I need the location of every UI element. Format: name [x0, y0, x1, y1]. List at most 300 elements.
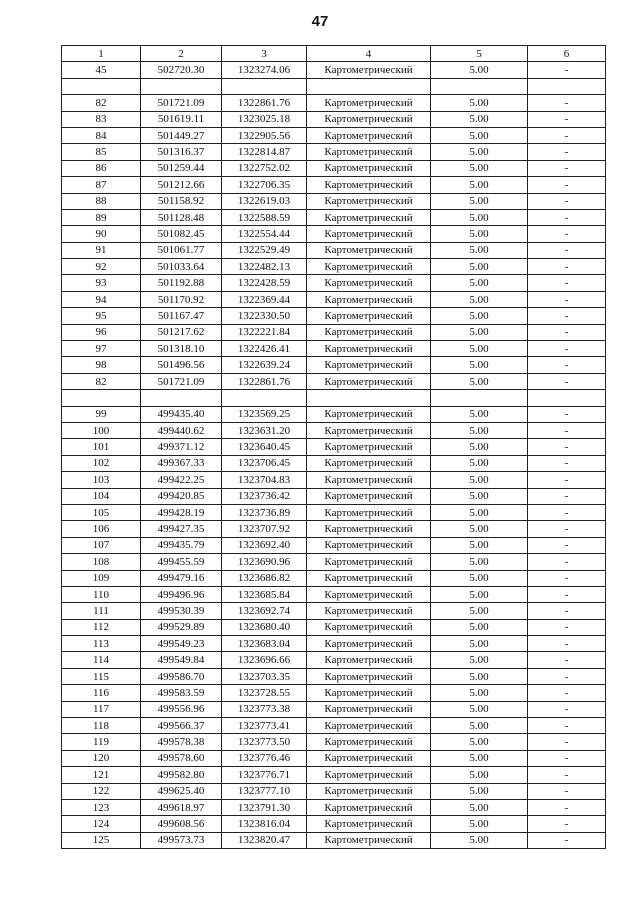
y-coordinate-cell: 1323816.04: [222, 816, 307, 832]
x-coordinate-cell: 499566.37: [141, 718, 222, 734]
x-coordinate-cell: 499573.73: [141, 832, 222, 848]
method-cell: [307, 390, 431, 406]
method-cell: Картометрический: [307, 783, 431, 799]
accuracy-cell: 5.00: [431, 373, 528, 389]
note-cell: -: [528, 373, 606, 389]
table-row: [62, 668, 606, 684]
table-row: [62, 636, 606, 652]
x-coordinate-cell: 499427.35: [141, 521, 222, 537]
y-coordinate-cell: 1323683.04: [222, 636, 307, 652]
accuracy-cell: 5.00: [431, 570, 528, 586]
table-row: [62, 390, 606, 406]
x-coordinate-cell: 499530.39: [141, 603, 222, 619]
x-coordinate-cell: 499586.70: [141, 668, 222, 684]
x-coordinate-cell: 502720.30: [141, 62, 222, 78]
y-coordinate-cell: 1322428.59: [222, 275, 307, 291]
y-coordinate-cell: 1323274.06: [222, 62, 307, 78]
method-cell: Картометрический: [307, 586, 431, 602]
note-cell: -: [528, 718, 606, 734]
method-cell: Картометрический: [307, 291, 431, 307]
table-row: [62, 144, 606, 160]
table-row: [62, 78, 606, 94]
y-coordinate-cell: 1323776.46: [222, 750, 307, 766]
column-header: 4: [307, 46, 431, 62]
note-cell: -: [528, 259, 606, 275]
note-cell: -: [528, 652, 606, 668]
method-cell: Картометрический: [307, 603, 431, 619]
y-coordinate-cell: 1323776.71: [222, 767, 307, 783]
table-row: [62, 242, 606, 258]
point-number-cell: 88: [62, 193, 141, 209]
x-coordinate-cell: 499455.59: [141, 554, 222, 570]
point-number-cell: 124: [62, 816, 141, 832]
y-coordinate-cell: 1322639.24: [222, 357, 307, 373]
point-number-cell: 106: [62, 521, 141, 537]
note-cell: -: [528, 308, 606, 324]
y-coordinate-cell: 1322529.49: [222, 242, 307, 258]
method-cell: Картометрический: [307, 734, 431, 750]
x-coordinate-cell: 499420.85: [141, 488, 222, 504]
point-number-cell: 119: [62, 734, 141, 750]
note-cell: -: [528, 504, 606, 520]
table-row: [62, 701, 606, 717]
method-cell: Картометрический: [307, 472, 431, 488]
x-coordinate-cell: 501316.37: [141, 144, 222, 160]
note-cell: -: [528, 668, 606, 684]
y-coordinate-cell: 1323692.74: [222, 603, 307, 619]
method-cell: Картометрический: [307, 160, 431, 176]
point-number-cell: 96: [62, 324, 141, 340]
y-coordinate-cell: 1323777.10: [222, 783, 307, 799]
table-row: [62, 226, 606, 242]
method-cell: Картометрический: [307, 144, 431, 160]
x-coordinate-cell: 499422.25: [141, 472, 222, 488]
accuracy-cell: 5.00: [431, 718, 528, 734]
accuracy-cell: 5.00: [431, 554, 528, 570]
method-cell: Картометрический: [307, 488, 431, 504]
accuracy-cell: 5.00: [431, 734, 528, 750]
note-cell: -: [528, 324, 606, 340]
accuracy-cell: 5.00: [431, 537, 528, 553]
point-number-cell: 86: [62, 160, 141, 176]
y-coordinate-cell: 1322752.02: [222, 160, 307, 176]
accuracy-cell: 5.00: [431, 62, 528, 78]
method-cell: Картометрический: [307, 111, 431, 127]
note-cell: -: [528, 521, 606, 537]
table-row: [62, 324, 606, 340]
point-number-cell: 82: [62, 373, 141, 389]
method-cell: Картометрический: [307, 177, 431, 193]
method-cell: Картометрический: [307, 767, 431, 783]
table-row: [62, 718, 606, 734]
point-number-cell: 98: [62, 357, 141, 373]
accuracy-cell: [431, 390, 528, 406]
point-number-cell: 97: [62, 341, 141, 357]
note-cell: -: [528, 177, 606, 193]
column-header: 6: [528, 46, 606, 62]
x-coordinate-cell: 501259.44: [141, 160, 222, 176]
accuracy-cell: 5.00: [431, 193, 528, 209]
method-cell: Картометрический: [307, 816, 431, 832]
note-cell: -: [528, 783, 606, 799]
x-coordinate-cell: 501033.64: [141, 259, 222, 275]
note-cell: -: [528, 586, 606, 602]
x-coordinate-cell: 501170.92: [141, 291, 222, 307]
column-header: 5: [431, 46, 528, 62]
method-cell: Картометрический: [307, 685, 431, 701]
x-coordinate-cell: 501721.09: [141, 373, 222, 389]
accuracy-cell: 5.00: [431, 275, 528, 291]
accuracy-cell: 5.00: [431, 111, 528, 127]
y-coordinate-cell: 1323569.25: [222, 406, 307, 422]
x-coordinate-cell: 499618.97: [141, 799, 222, 815]
y-coordinate-cell: 1323773.41: [222, 718, 307, 734]
y-coordinate-cell: 1322221.84: [222, 324, 307, 340]
table-body: [62, 62, 606, 849]
method-cell: [307, 78, 431, 94]
point-number-cell: 82: [62, 95, 141, 111]
column-header: 2: [141, 46, 222, 62]
method-cell: Картометрический: [307, 636, 431, 652]
method-cell: Картометрический: [307, 308, 431, 324]
y-coordinate-cell: [222, 78, 307, 94]
table-row: [62, 619, 606, 635]
table-row: [62, 734, 606, 750]
table-row: [62, 62, 606, 78]
point-number-cell: 100: [62, 422, 141, 438]
x-coordinate-cell: 501721.09: [141, 95, 222, 111]
y-coordinate-cell: 1323736.42: [222, 488, 307, 504]
note-cell: -: [528, 734, 606, 750]
x-coordinate-cell: 501496.56: [141, 357, 222, 373]
page-number: 47: [311, 13, 329, 30]
note-cell: -: [528, 275, 606, 291]
note-cell: -: [528, 832, 606, 848]
accuracy-cell: 5.00: [431, 701, 528, 717]
y-coordinate-cell: 1322482.13: [222, 259, 307, 275]
point-number-cell: 120: [62, 750, 141, 766]
point-number-cell: 109: [62, 570, 141, 586]
point-number-cell: 103: [62, 472, 141, 488]
point-number-cell: 110: [62, 586, 141, 602]
accuracy-cell: 5.00: [431, 603, 528, 619]
note-cell: -: [528, 95, 606, 111]
note-cell: -: [528, 472, 606, 488]
point-number-cell: 94: [62, 291, 141, 307]
x-coordinate-cell: 501318.10: [141, 341, 222, 357]
point-number-cell: 113: [62, 636, 141, 652]
accuracy-cell: 5.00: [431, 439, 528, 455]
method-cell: Картометрический: [307, 701, 431, 717]
y-coordinate-cell: 1322554.44: [222, 226, 307, 242]
table-row: [62, 259, 606, 275]
table-header-row: [62, 46, 606, 62]
method-cell: Картометрический: [307, 570, 431, 586]
note-cell: -: [528, 619, 606, 635]
table-row: [62, 488, 606, 504]
table-row: [62, 209, 606, 225]
table-row: [62, 422, 606, 438]
x-coordinate-cell: 499371.12: [141, 439, 222, 455]
table-row: [62, 455, 606, 471]
table-row: [62, 177, 606, 193]
accuracy-cell: 5.00: [431, 242, 528, 258]
accuracy-cell: 5.00: [431, 324, 528, 340]
y-coordinate-cell: 1323025.18: [222, 111, 307, 127]
accuracy-cell: [431, 78, 528, 94]
method-cell: Картометрический: [307, 504, 431, 520]
y-coordinate-cell: 1322861.76: [222, 95, 307, 111]
point-number-cell: 116: [62, 685, 141, 701]
y-coordinate-cell: 1323728.55: [222, 685, 307, 701]
y-coordinate-cell: 1323703.35: [222, 668, 307, 684]
note-cell: -: [528, 455, 606, 471]
table-row: [62, 570, 606, 586]
point-number-cell: [62, 78, 141, 94]
note-cell: -: [528, 111, 606, 127]
method-cell: Картометрический: [307, 668, 431, 684]
point-number-cell: 115: [62, 668, 141, 684]
x-coordinate-cell: 501128.48: [141, 209, 222, 225]
accuracy-cell: 5.00: [431, 767, 528, 783]
accuracy-cell: 5.00: [431, 177, 528, 193]
accuracy-cell: 5.00: [431, 209, 528, 225]
table-row: [62, 472, 606, 488]
note-cell: -: [528, 242, 606, 258]
y-coordinate-cell: 1323820.47: [222, 832, 307, 848]
x-coordinate-cell: 499440.62: [141, 422, 222, 438]
method-cell: Картометрический: [307, 357, 431, 373]
column-header: 3: [222, 46, 307, 62]
method-cell: Картометрический: [307, 537, 431, 553]
table-row: [62, 160, 606, 176]
note-cell: -: [528, 537, 606, 553]
method-cell: Картометрический: [307, 799, 431, 815]
table-row: [62, 111, 606, 127]
accuracy-cell: 5.00: [431, 406, 528, 422]
accuracy-cell: 5.00: [431, 799, 528, 815]
accuracy-cell: 5.00: [431, 144, 528, 160]
table-row: [62, 652, 606, 668]
accuracy-cell: 5.00: [431, 586, 528, 602]
method-cell: Картометрический: [307, 521, 431, 537]
y-coordinate-cell: 1323631.20: [222, 422, 307, 438]
x-coordinate-cell: 499549.23: [141, 636, 222, 652]
y-coordinate-cell: 1322588.59: [222, 209, 307, 225]
note-cell: -: [528, 799, 606, 815]
point-number-cell: 91: [62, 242, 141, 258]
accuracy-cell: 5.00: [431, 455, 528, 471]
point-number-cell: 90: [62, 226, 141, 242]
accuracy-cell: 5.00: [431, 652, 528, 668]
note-cell: -: [528, 701, 606, 717]
accuracy-cell: 5.00: [431, 160, 528, 176]
y-coordinate-cell: 1322706.35: [222, 177, 307, 193]
point-number-cell: 84: [62, 127, 141, 143]
x-coordinate-cell: 499435.40: [141, 406, 222, 422]
point-number-cell: 85: [62, 144, 141, 160]
y-coordinate-cell: 1322330.50: [222, 308, 307, 324]
table-row: [62, 832, 606, 848]
table-row: [62, 127, 606, 143]
point-number-cell: 105: [62, 504, 141, 520]
x-coordinate-cell: 501192.88: [141, 275, 222, 291]
y-coordinate-cell: 1323773.38: [222, 701, 307, 717]
table-row: [62, 799, 606, 815]
accuracy-cell: 5.00: [431, 783, 528, 799]
method-cell: Картометрический: [307, 406, 431, 422]
table-row: [62, 554, 606, 570]
point-number-cell: 45: [62, 62, 141, 78]
table-row: [62, 341, 606, 357]
point-number-cell: 104: [62, 488, 141, 504]
y-coordinate-cell: 1323773.50: [222, 734, 307, 750]
point-number-cell: 125: [62, 832, 141, 848]
note-cell: -: [528, 767, 606, 783]
method-cell: Картометрический: [307, 95, 431, 111]
method-cell: Картометрический: [307, 275, 431, 291]
note-cell: -: [528, 488, 606, 504]
y-coordinate-cell: 1323707.92: [222, 521, 307, 537]
x-coordinate-cell: 499428.19: [141, 504, 222, 520]
x-coordinate-cell: 499549.84: [141, 652, 222, 668]
x-coordinate-cell: 501217.62: [141, 324, 222, 340]
point-number-cell: 95: [62, 308, 141, 324]
accuracy-cell: 5.00: [431, 472, 528, 488]
accuracy-cell: 5.00: [431, 636, 528, 652]
x-coordinate-cell: 499578.60: [141, 750, 222, 766]
y-coordinate-cell: 1322426.41: [222, 341, 307, 357]
method-cell: Картометрический: [307, 127, 431, 143]
point-number-cell: 123: [62, 799, 141, 815]
y-coordinate-cell: 1323704.83: [222, 472, 307, 488]
table-row: [62, 537, 606, 553]
y-coordinate-cell: 1323791.30: [222, 799, 307, 815]
note-cell: [528, 78, 606, 94]
note-cell: -: [528, 439, 606, 455]
y-coordinate-cell: 1323640.45: [222, 439, 307, 455]
method-cell: Картометрический: [307, 439, 431, 455]
method-cell: Картометрический: [307, 554, 431, 570]
method-cell: Картометрический: [307, 422, 431, 438]
x-coordinate-cell: 501212.66: [141, 177, 222, 193]
x-coordinate-cell: 499608.56: [141, 816, 222, 832]
method-cell: Картометрический: [307, 62, 431, 78]
method-cell: Картометрический: [307, 750, 431, 766]
table-row: [62, 685, 606, 701]
note-cell: -: [528, 357, 606, 373]
x-coordinate-cell: 499556.96: [141, 701, 222, 717]
x-coordinate-cell: 501082.45: [141, 226, 222, 242]
accuracy-cell: 5.00: [431, 668, 528, 684]
note-cell: -: [528, 554, 606, 570]
point-number-cell: 99: [62, 406, 141, 422]
point-number-cell: 112: [62, 619, 141, 635]
y-coordinate-cell: 1322814.87: [222, 144, 307, 160]
table-row: [62, 373, 606, 389]
note-cell: -: [528, 685, 606, 701]
x-coordinate-cell: 501158.92: [141, 193, 222, 209]
x-coordinate-cell: 499625.40: [141, 783, 222, 799]
y-coordinate-cell: 1323692.40: [222, 537, 307, 553]
x-coordinate-cell: 499529.89: [141, 619, 222, 635]
method-cell: Картометрический: [307, 226, 431, 242]
method-cell: Картометрический: [307, 242, 431, 258]
table-row: [62, 767, 606, 783]
y-coordinate-cell: 1323736.89: [222, 504, 307, 520]
y-coordinate-cell: 1323690.96: [222, 554, 307, 570]
method-cell: Картометрический: [307, 324, 431, 340]
point-number-cell: 87: [62, 177, 141, 193]
accuracy-cell: 5.00: [431, 95, 528, 111]
table-row: [62, 521, 606, 537]
coordinates-table: [61, 45, 606, 849]
note-cell: -: [528, 127, 606, 143]
table-row: [62, 308, 606, 324]
accuracy-cell: 5.00: [431, 750, 528, 766]
table-row: [62, 504, 606, 520]
accuracy-cell: 5.00: [431, 832, 528, 848]
accuracy-cell: 5.00: [431, 226, 528, 242]
x-coordinate-cell: 499479.16: [141, 570, 222, 586]
point-number-cell: 92: [62, 259, 141, 275]
table-row: [62, 586, 606, 602]
accuracy-cell: 5.00: [431, 422, 528, 438]
x-coordinate-cell: 499367.33: [141, 455, 222, 471]
x-coordinate-cell: [141, 78, 222, 94]
note-cell: -: [528, 160, 606, 176]
table-row: [62, 406, 606, 422]
x-coordinate-cell: [141, 390, 222, 406]
method-cell: Картометрический: [307, 341, 431, 357]
accuracy-cell: 5.00: [431, 619, 528, 635]
point-number-cell: 121: [62, 767, 141, 783]
method-cell: Картометрический: [307, 619, 431, 635]
point-number-cell: 101: [62, 439, 141, 455]
y-coordinate-cell: 1322619.03: [222, 193, 307, 209]
point-number-cell: [62, 390, 141, 406]
y-coordinate-cell: 1323685.84: [222, 586, 307, 602]
y-coordinate-cell: [222, 390, 307, 406]
table-row: [62, 816, 606, 832]
method-cell: Картометрический: [307, 209, 431, 225]
note-cell: -: [528, 422, 606, 438]
y-coordinate-cell: 1322905.56: [222, 127, 307, 143]
accuracy-cell: 5.00: [431, 341, 528, 357]
method-cell: Картометрический: [307, 652, 431, 668]
point-number-cell: 118: [62, 718, 141, 734]
x-coordinate-cell: 501061.77: [141, 242, 222, 258]
table-row: [62, 275, 606, 291]
accuracy-cell: 5.00: [431, 291, 528, 307]
table-row: [62, 291, 606, 307]
note-cell: -: [528, 144, 606, 160]
note-cell: -: [528, 341, 606, 357]
point-number-cell: 111: [62, 603, 141, 619]
note-cell: -: [528, 750, 606, 766]
point-number-cell: 83: [62, 111, 141, 127]
table-row: [62, 783, 606, 799]
note-cell: -: [528, 406, 606, 422]
y-coordinate-cell: 1323706.45: [222, 455, 307, 471]
x-coordinate-cell: 499496.96: [141, 586, 222, 602]
accuracy-cell: 5.00: [431, 259, 528, 275]
method-cell: Картометрический: [307, 193, 431, 209]
accuracy-cell: 5.00: [431, 685, 528, 701]
point-number-cell: 117: [62, 701, 141, 717]
y-coordinate-cell: 1323680.40: [222, 619, 307, 635]
method-cell: Картометрический: [307, 455, 431, 471]
